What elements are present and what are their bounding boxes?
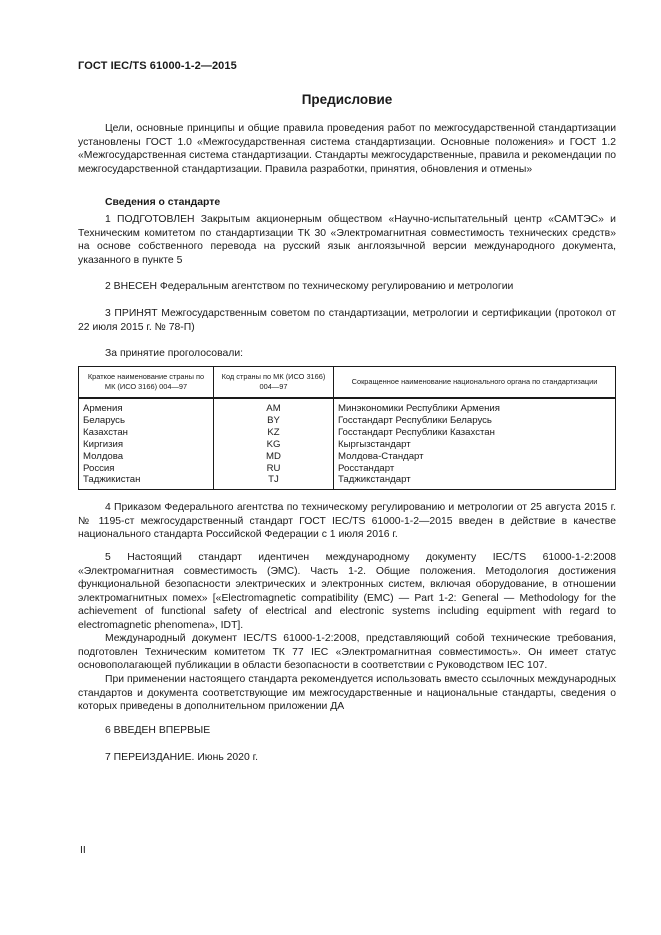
table-header-row bbox=[79, 367, 616, 399]
voting-countries-table bbox=[78, 366, 616, 490]
table-row bbox=[79, 463, 616, 475]
column-header-body: Сокращенное наименование национального органа по стандартизации bbox=[334, 367, 616, 399]
standards-body: Госстандарт Республики Беларусь bbox=[334, 415, 616, 427]
paragraph-5: 5 Настоящий стандарт идентичен международному документу IEC/TS 61000-1-2:2008 «Электромагнитная совместимость (ЭМС). Часть 1-2. Общие положения. Методология достижения функциональной безопасности электрических и электронных систем, включая оборудование, в отношении электромагнитных помех» [«Electromagnetic compatibility (EMC) — Part 1-2: General — Methodology for the achievement of functional safety of electrical and electronic systems including equipment with regard to electromagnetic phenomena», IDT]. bbox=[78, 552, 616, 631]
paragraph-6: 6 ВВЕДЕН ВПЕРВЫЕ bbox=[105, 725, 211, 736]
country-code: TJ bbox=[214, 474, 334, 489]
paragraph-5b: Международный документ IEC/TS 61000-1-2:2008, представляющий собой технические требования, подготовлен Техническим комитетом ТК 77 IEC «Электромагнитная совместимость». Он имеет статус основополагающей публикации в области безопасности в соответствии с Руководством IEC 107. bbox=[78, 633, 616, 671]
standards-body: Таджикстандарт bbox=[334, 474, 616, 489]
section-heading: Сведения о стандарте bbox=[105, 197, 221, 208]
table-row bbox=[79, 398, 616, 415]
paragraph-3: 3 ПРИНЯТ Межгосударственным советом по стандартизации, метрологии и сертификации (протокол от 22 июля 2015 г. № 78-П) bbox=[78, 308, 616, 333]
country-code: AM bbox=[214, 398, 334, 415]
country-name: Россия bbox=[79, 463, 214, 475]
table-row bbox=[79, 427, 616, 439]
column-header-country: Краткое наименование страны по МК (ИСО 3166) 004—97 bbox=[79, 367, 214, 399]
paragraph-1: 1 ПОДГОТОВЛЕН Закрытым акционерным обществом «Научно-испытательный центр «САМТЭС» и Техническим комитетом по стандартизации ТК 30 «Электромагнитная совместимость технических средств» на основе собственного перевода на русский язык англоязычной версии международного документа, указанного в пункте 5 bbox=[78, 214, 616, 266]
paragraph-2: 2 ВНЕСЕН Федеральным агентством по техническому регулированию и метрологии bbox=[105, 281, 514, 292]
country-name: Беларусь bbox=[79, 415, 214, 427]
country-name: Киргизия bbox=[79, 439, 214, 451]
table-row bbox=[79, 415, 616, 427]
standards-body: Кыргызстандарт bbox=[334, 439, 616, 451]
standards-body: Госстандарт Республики Казахстан bbox=[334, 427, 616, 439]
document-header: ГОСТ IEC/TS 61000-1-2—2015 bbox=[78, 60, 237, 72]
column-header-code: Код страны по МК (ИСО 3166) 004—97 bbox=[214, 367, 334, 399]
intro-paragraph: Цели, основные принципы и общие правила проведения работ по межгосударственной стандартизации установлены ГОСТ 1.0 «Межгосударственная система стандартизации. Основные положения» и ГОСТ 1.2 «Межгосударственная система стандартизации. Стандарты межгосударственные, правила и рекомендации по межгосударственной стандартизации. Правила разработки, принятия, обновления и отмены» bbox=[78, 123, 616, 175]
standards-body: Росстандарт bbox=[334, 463, 616, 475]
table-row bbox=[79, 451, 616, 463]
country-code: KZ bbox=[214, 427, 334, 439]
standards-body: Минэкономики Республики Армения bbox=[334, 398, 616, 415]
paragraph-7: 7 ПЕРЕИЗДАНИЕ. Июнь 2020 г. bbox=[105, 752, 259, 763]
country-code: KG bbox=[214, 439, 334, 451]
paragraph-5c: При применении настоящего стандарта рекомендуется использовать вместо ссылочных международных стандартов и документа соответствующие им межгосударственные и национальные стандарты, сведения о которых приведены в дополнительном приложении ДА bbox=[78, 674, 616, 712]
country-name: Молдова bbox=[79, 451, 214, 463]
country-code: RU bbox=[214, 463, 334, 475]
table-row bbox=[79, 439, 616, 451]
standards-body: Молдова-Стандарт bbox=[334, 451, 616, 463]
page-number: II bbox=[80, 845, 86, 856]
country-code: MD bbox=[214, 451, 334, 463]
voted-label: За принятие проголосовали: bbox=[105, 348, 244, 359]
paragraph-4: 4 Приказом Федерального агентства по техническому регулированию и метрологии от 25 августа 2015 г. № 1195-ст межгосударственный стандарт ГОСТ IEC/TS 61000-1-2—2015 введен в действие в качестве национального стандарта Российской Федерации с 1 июля 2016 г. bbox=[78, 502, 616, 540]
country-name: Казахстан bbox=[79, 427, 214, 439]
country-name: Таджикистан bbox=[79, 474, 214, 489]
table-row bbox=[79, 474, 616, 489]
country-code: BY bbox=[214, 415, 334, 427]
country-name: Армения bbox=[79, 398, 214, 415]
page-title: Предисловие bbox=[301, 92, 393, 107]
